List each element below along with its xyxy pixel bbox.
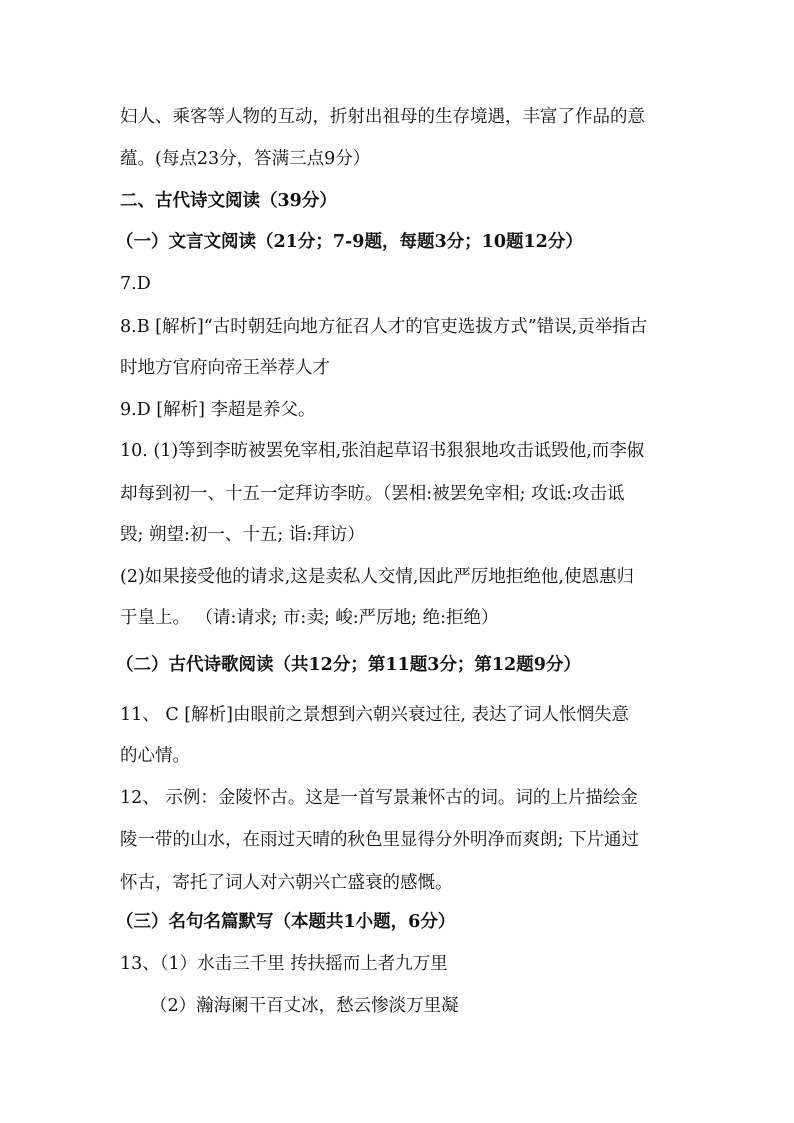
subsection-heading: （二）古代诗歌阅读（共12分；第11题3分；第12题9分） [116, 655, 581, 675]
answer-line: 12、 示例：金陵怀古。这是一首写景兼怀古的词。词的上片描绘金 [120, 788, 638, 808]
text-line: 毁; 朔望:初一、十五; 诣:拜访） [120, 525, 365, 545]
text-line: 陵一带的山水，在雨过天晴的秋色里显得分外明净而爽朗; 下片通过 [120, 830, 639, 850]
text-line: 蕴。(每点23分，答满三点9分） [120, 149, 371, 169]
text-line: 时地方官府向帝王举荐人才 [120, 358, 330, 378]
text-line: 怀古，寄托了词人对六朝兴亡盛衰的感慨。 [120, 873, 453, 893]
text-line: （2）瀚海阑干百丈冰，愁云惨淡万里凝 [150, 996, 459, 1016]
subsection-heading: （三）名句名篇默写（本题共1小题，6分） [116, 912, 456, 932]
answer-line: 9.D [解析] 李超是养父。 [120, 400, 316, 420]
text-line: 却每到初一、十五一定拜访李昉。（罢相:被罢免宰相; 攻诋:攻击诋 [120, 484, 625, 504]
text-line: 妇人、乘客等人物的互动，折射出祖母的生存境遇，丰富了作品的意 [120, 107, 645, 127]
answer-line: 7.D [120, 274, 151, 294]
text-line: (2)如果接受他的请求,这是卖私人交情,因此严厉地拒绝他,使恩惠归 [120, 567, 634, 587]
text-line: 于皇上。 （请:请求; 市:卖; 峻:严厉地; 绝:拒绝） [120, 608, 499, 628]
section-heading: 二、古代诗文阅读（39分） [120, 191, 337, 211]
answer-line: 13、（1）水击三千里 抟扶摇而上者九万里 [120, 954, 448, 974]
answer-line: 11、 C [解析]由眼前之景想到六朝兴衰过往, 表达了词人怅惘失意 [120, 705, 630, 725]
answer-line: 8.B [解析]“古时朝廷向地方征召人才的官吏选拔方式”错误,贡举指古 [120, 317, 648, 337]
text-line: 的心情。 [120, 746, 190, 766]
subsection-heading: （一）文言文阅读（21分；7-9题，每题3分；10题12分） [116, 232, 583, 252]
answer-line: 10. (1)等到李昉被罢免宰相,张洎起草诏书狠狠地攻击诋毁他,而李俶 [120, 441, 645, 461]
